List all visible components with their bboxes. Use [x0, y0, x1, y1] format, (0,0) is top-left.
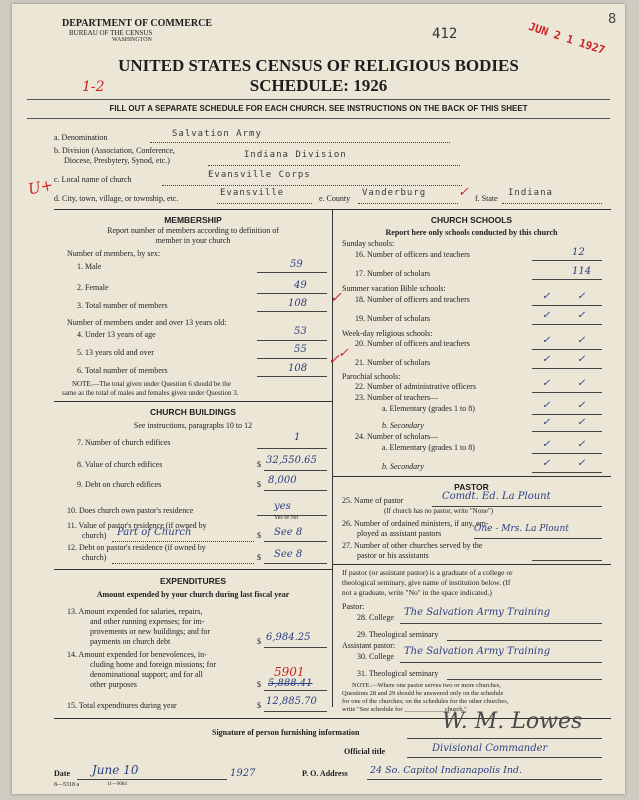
buildings-heading: CHURCH BUILDINGS: [150, 407, 236, 417]
q14-line-2: cluding home and foreign missions; for: [90, 660, 216, 669]
pastor-note-1: NOTE.—Where one pastor serves two or more churches,: [352, 682, 501, 689]
local-name-line: [162, 184, 462, 186]
date-value: June 10: [92, 763, 139, 777]
section-rule: [54, 569, 332, 570]
city-label: d. City, town, village, or township, etc.: [54, 194, 179, 203]
q18-label: 18. Number of officers and teachers: [355, 295, 470, 304]
q28-value: The Salvation Army Training: [404, 607, 551, 618]
q12-value: See 8: [274, 549, 303, 560]
q7-line: [257, 447, 327, 449]
q13-line-2: and other running expenses; for im-: [90, 617, 205, 626]
q10-value: yes: [274, 501, 291, 512]
pastor-note-3: for one of the churches; on the schedules for the other churches,: [342, 698, 509, 705]
q3-label: 3. Total number of members: [77, 301, 168, 310]
q16-value: 12: [572, 247, 585, 258]
address-value: 24 So. Capitol Indianapolis Ind.: [370, 765, 523, 776]
official-title-value: Divisional Commander: [432, 743, 548, 754]
q12-label-2: church): [82, 553, 107, 562]
check-mark: ✓: [577, 378, 586, 389]
q16-line: [532, 259, 602, 261]
q7-label: 7. Number of church edifices: [77, 438, 171, 447]
county-label: e. County: [319, 194, 351, 203]
q24b-line: [532, 471, 602, 473]
division-line: [208, 164, 460, 166]
expenditures-sub: Amount expended by your church during last fiscal year: [96, 590, 290, 599]
q15-label: 15. Total expenditures during year: [67, 701, 177, 710]
q1-value: 59: [290, 259, 303, 270]
date-year: 1927: [230, 768, 256, 779]
check-mark: ✓: [330, 290, 342, 306]
q14-value: 5901: [274, 665, 305, 679]
q23b-line: [532, 430, 602, 432]
q4-label: 4. Under 13 years of age: [77, 330, 156, 339]
expenditures-heading: EXPENDITURES: [159, 576, 227, 586]
q14-line-1: 14. Amount expended for benevolences, in-: [67, 650, 207, 659]
q3-line: [257, 310, 327, 312]
denomination-line: [150, 141, 450, 143]
q30-value: The Salvation Army Training: [404, 646, 551, 657]
parochial-label: Parochial schools:: [342, 372, 401, 381]
q5-value: 55: [294, 344, 307, 355]
q27-label-2: pastor or his assistants: [357, 551, 429, 560]
check-mark: ✓: [338, 346, 349, 361]
city-value: Evansville: [220, 188, 285, 198]
dollar-sign: $: [257, 701, 261, 710]
buildings-sub: See instructions, paragraphs 10 to 12: [133, 421, 253, 430]
margin-annotation-1: 1-2: [82, 79, 105, 95]
summer-label: Summer vacation Bible schools:: [342, 284, 446, 293]
q11-value-2: See 8: [274, 527, 303, 538]
q4-value: 53: [294, 326, 307, 337]
check-mark: ✓: [577, 335, 586, 346]
q11-dots: [112, 540, 254, 542]
q29-line: [447, 639, 602, 641]
check-mark: ✓: [458, 185, 469, 200]
pastor-intro-1: If pastor (or assistant pastor) is a graduate of a college or: [342, 568, 513, 577]
q5-line: [257, 357, 327, 359]
schools-sub: Report here only schools conducted by this church: [385, 228, 558, 237]
dollar-sign: $: [257, 680, 261, 689]
q30-label: 30. College: [357, 652, 394, 661]
dollar-sign: $: [257, 553, 261, 562]
state-value: Indiana: [508, 188, 553, 198]
q8-value: 32,550.65: [266, 455, 317, 466]
address-label: P. O. Address: [302, 769, 348, 778]
q12-label: 12. Debt on pastor's residence (if owned by: [67, 543, 206, 552]
bureau-name: BUREAU OF THE CENSUS: [69, 29, 153, 37]
form-subtitle: SCHEDULE: 1926: [249, 76, 388, 95]
q2-line: [257, 292, 327, 294]
date-line: [77, 778, 227, 780]
q23b-label: b. Secondary: [382, 421, 424, 430]
q1-line: [257, 271, 327, 273]
form-title: UNITED STATES CENSUS OF RELIGIOUS BODIES: [118, 56, 519, 75]
by-sex-label: Number of members, by sex:: [67, 249, 161, 258]
q21-line: [532, 367, 602, 369]
pastor-intro-3: not a graduate, write "No" in the space indicated.): [342, 588, 492, 597]
q14-line: [264, 689, 327, 691]
pastor-intro-2: theological seminary, give name of institution below. (If: [342, 578, 511, 587]
by-age-label: Number of members under and over 13 years old:: [67, 318, 227, 327]
divider: [27, 118, 610, 119]
local-name-label: c. Local name of church: [54, 175, 132, 184]
check-mark: ✓: [542, 417, 551, 428]
official-title-line: [407, 756, 602, 758]
q25-line: [432, 505, 602, 507]
q13-line-4: payments on church debt: [90, 637, 171, 646]
form-number: 412: [432, 26, 458, 42]
check-mark: ✓: [542, 354, 551, 365]
q9-label: 9. Debt on church edifices: [77, 480, 162, 489]
q20-line: [532, 348, 602, 350]
q7-value: 1: [294, 432, 301, 443]
census-schedule-sheet: [12, 4, 625, 794]
q12-line: [264, 562, 327, 564]
city-line: [217, 202, 312, 204]
q19-line: [532, 323, 602, 325]
division-label-2: Diocese, Presbytery, Synod, etc.): [64, 156, 170, 165]
q11-line: [264, 540, 327, 542]
membership-note-1: NOTE.—The total given under Question 6 should be the: [72, 380, 231, 388]
official-title-label: Official title: [344, 747, 386, 756]
q14-line-4: other purposes: [90, 680, 137, 689]
q6-label: 6. Total number of members: [77, 366, 168, 375]
form-instruction: FILL OUT A SEPARATE SCHEDULE FOR EACH CHURCH. SEE INSTRUCTIONS ON THE BACK OF THIS SHEET: [109, 104, 528, 113]
divider: [27, 99, 610, 100]
q13-line-3: provements or new buildings; and for: [90, 627, 211, 636]
check-mark: ✓: [577, 354, 586, 365]
denomination-label: a. Denomination: [54, 133, 108, 142]
q24b-label: b. Secondary: [382, 462, 424, 471]
q21-label: 21. Number of scholars: [355, 358, 431, 367]
q11-label: 11. Value of pastor's residence (if owned by: [67, 521, 207, 530]
q8-line: [264, 469, 327, 471]
q23a-line: [532, 413, 602, 415]
division-value: Indiana Division: [244, 150, 347, 160]
q10-label: 10. Does church own pastor's residence: [67, 506, 194, 515]
check-mark: ✓: [542, 335, 551, 346]
check-mark: ✓: [542, 291, 551, 302]
dollar-sign: $: [257, 531, 261, 540]
q13-value: 6,984.25: [266, 632, 311, 643]
section-rule: [54, 401, 332, 402]
check-mark: ✓: [577, 291, 586, 302]
q14-line-3: denominational support; and for all: [90, 670, 203, 679]
form-code: 8—5318 a: [54, 782, 80, 788]
q3-value: 108: [288, 298, 308, 309]
q14-crossed-value: 5,888.41: [268, 678, 313, 689]
margin-annotation-2: U+: [26, 175, 55, 199]
county-line: [358, 202, 458, 204]
q24-label: 24. Number of scholars—: [355, 432, 439, 441]
q26-label-2: ployed as assistant pastors: [357, 529, 442, 538]
check-mark: ✓: [542, 400, 551, 411]
q28-line: [400, 622, 602, 624]
q29-label: 29. Theological seminary: [357, 630, 439, 639]
check-mark: ✓: [577, 417, 586, 428]
department-name: DEPARTMENT OF COMMERCE: [62, 18, 213, 29]
q13-line: [264, 646, 327, 648]
membership-note-2: same as the total of males and females given under Question 3.: [62, 389, 239, 397]
q10-hint: Yes or No: [274, 515, 299, 521]
check-mark: ✓: [577, 400, 586, 411]
local-name-value: Evansville Corps: [208, 170, 311, 180]
dollar-sign: $: [257, 637, 261, 646]
address-line: [367, 778, 602, 780]
state-line: [502, 202, 602, 204]
q23-label: 23. Number of teachers—: [355, 393, 439, 402]
check-mark: ✓: [577, 310, 586, 321]
section-rule: [332, 564, 611, 565]
q27-line: [532, 559, 602, 561]
form-code-2: 11—9084: [107, 782, 127, 787]
q4-line: [257, 339, 327, 341]
q22-label: 22. Number of administrative officers: [355, 382, 476, 391]
q9-value: 8,000: [268, 475, 297, 486]
q28-label: 28. College: [357, 613, 394, 622]
section-rule: [332, 476, 611, 477]
q13-line-1: 13. Amount expended for salaries, repairs,: [67, 607, 203, 616]
q1-label: 1. Male: [77, 262, 102, 271]
sunday-label: Sunday schools:: [342, 239, 395, 248]
q20-label: 20. Number of officers and teachers: [355, 339, 470, 348]
q12-dots: [112, 562, 254, 564]
signature-line: [407, 737, 602, 739]
q24a-label: a. Elementary (grades 1 to 8): [382, 443, 475, 452]
signature-label: Signature of person furnishing information: [212, 728, 360, 737]
q17-value: 114: [572, 266, 592, 277]
assistant-pastor-label: Assistant pastor:: [342, 641, 396, 650]
check-mark: ✓: [577, 439, 586, 450]
q17-line: [532, 278, 602, 280]
dollar-sign: $: [257, 460, 261, 469]
q6-line: [257, 375, 327, 377]
check-mark: ✓: [542, 439, 551, 450]
denomination-value: Salvation Army: [172, 129, 262, 139]
q11-value: Part of Church: [117, 527, 192, 538]
q17-label: 17. Number of scholars: [355, 269, 431, 278]
q31-label: 31. Theological seminary: [357, 669, 439, 678]
bureau-city: WASHINGTON: [112, 37, 152, 43]
q27-label: 27. Number of other churches served by the: [342, 541, 483, 550]
q18-line: [532, 304, 602, 306]
pastor-note-2: Questions 28 and 29 should be answered only on the schedule: [342, 690, 504, 697]
weekday-label: Week-day religious schools:: [342, 329, 433, 338]
q26-line: [474, 537, 602, 539]
dollar-sign: $: [257, 480, 261, 489]
q6-value: 108: [288, 363, 308, 374]
check-mark: ✓: [542, 458, 551, 469]
check-mark: ✓: [577, 458, 586, 469]
membership-sub-2: member in your church: [155, 236, 231, 245]
q5-label: 5. 13 years old and over: [77, 348, 154, 357]
schools-heading: CHURCH SCHOOLS: [430, 215, 513, 225]
pastor-sub-label: Pastor:: [342, 602, 365, 611]
q9-line: [264, 489, 327, 491]
q8-label: 8. Value of church edifices: [77, 460, 163, 469]
membership-heading: MEMBERSHIP: [164, 215, 222, 225]
q15-value: 12,885.70: [266, 696, 317, 707]
q25-value: Comdt. Ed. La Plount: [442, 491, 551, 502]
check-mark: ✓: [542, 378, 551, 389]
q2-value: 49: [294, 280, 307, 291]
check-mark: ✓: [328, 352, 340, 368]
pastor-heading: PASTOR: [454, 482, 489, 492]
membership-sub-1: Report number of members according to definition of: [107, 226, 279, 235]
q2-label: 2. Female: [77, 283, 109, 292]
division-label: b. Division (Association, Conference,: [54, 146, 175, 155]
q16-label: 16. Number of officers and teachers: [355, 250, 470, 259]
date-label: Date: [54, 769, 70, 778]
date-stamp: JUN 2 1 1927: [526, 20, 607, 57]
q23a-label: a. Elementary (grades 1 to 8): [382, 404, 475, 413]
q25-label: 25. Name of pastor: [342, 496, 404, 505]
q25-label-2: (If church has no pastor, write "None"): [384, 507, 494, 515]
check-mark: ✓: [542, 310, 551, 321]
q19-label: 19. Number of scholars: [355, 314, 431, 323]
sheet-number: 8: [608, 12, 617, 27]
q24a-line: [532, 452, 602, 454]
q11-label-2: church): [82, 531, 107, 540]
state-label: f. State: [475, 194, 498, 203]
pastor-note-4: write "See schedule for ____________ church.": [342, 706, 467, 713]
column-divider: [332, 209, 333, 707]
q31-line: [447, 678, 602, 680]
signature: W. M. Lowes: [442, 709, 583, 734]
q26-label: 26. Number of ordained ministers, if any, em-: [342, 519, 489, 528]
q15-line: [264, 710, 327, 712]
county-value: Vanderburg: [362, 188, 427, 198]
q26-value: One - Mrs. La Plount: [474, 524, 569, 534]
q30-line: [400, 661, 602, 663]
q22-line: [532, 391, 602, 393]
